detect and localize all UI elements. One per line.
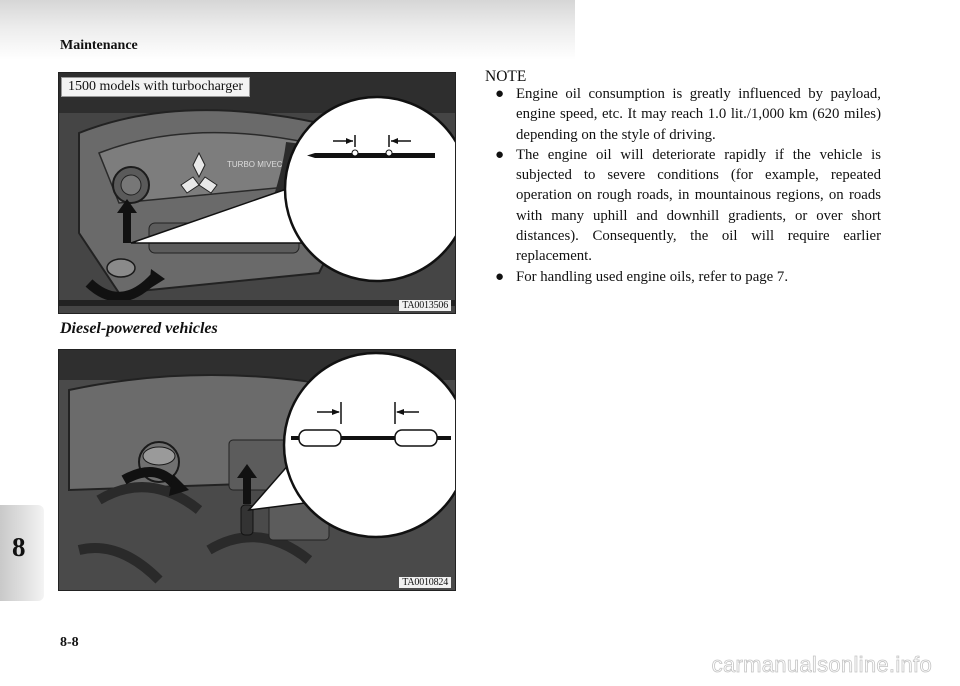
note-label: NOTE [485,68,527,85]
note-item: ● The engine oil will deteriorate rapidly if the vehicle is subjected to severe conditions (for example, repeated operation on rough roads, in mountainous regions, on roads with many uphill and downhill gradients, or over short distances). Consequently, the oil will require earlier replacement. [495,146,881,265]
figure-caption: 1500 models with turbocharger [61,77,250,97]
diesel-engine-figure [58,349,456,591]
engine-badge: TURBO MIVEC [227,160,283,169]
bullet-icon: ● [495,146,505,163]
diesel-subheading: Diesel-powered vehicles [60,320,218,337]
note-list [495,84,881,287]
turbo-engine-illustration [59,73,455,313]
dipstick-magnifier [285,97,455,281]
chapter-number: 8 [12,532,26,562]
figure-code: TA0013506 [399,300,451,311]
oil-filler-cap [107,259,135,277]
bullet-icon: ● [495,268,505,285]
diesel-engine-illustration [59,350,455,590]
figure-code: TA0010824 [399,577,451,588]
note-item: ● Engine oil consumption is greatly influenced by payload, engine speed, etc. It may reach 1.0 lit./1,000 km (620 miles) depending on the style of driving. [495,86,881,143]
page-number: 8-8 [60,635,79,650]
turbo-engine-figure [58,72,456,314]
note-item: ● For handling used engine oils, refer to page 7. [495,267,881,287]
bullet-icon: ● [495,86,505,102]
watermark: carmanualsonline.info [711,652,932,677]
filler-cap [143,447,175,465]
section-title: Maintenance [60,38,138,53]
